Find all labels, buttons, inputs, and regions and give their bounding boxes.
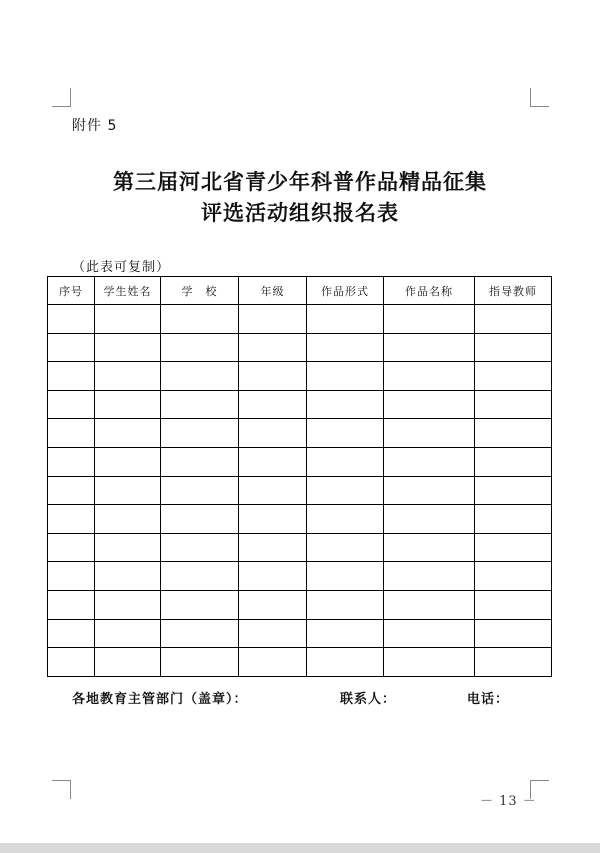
- document-title-line-1: 第三届河北省青少年科普作品精品征集: [113, 170, 487, 194]
- table-cell[interactable]: [161, 619, 239, 648]
- table-cell[interactable]: [48, 476, 95, 505]
- table-cell[interactable]: [48, 362, 95, 391]
- header-work-form: 作品形式: [307, 277, 384, 305]
- table-cell[interactable]: [475, 476, 552, 505]
- table-cell[interactable]: [48, 562, 95, 591]
- header-instructor: 指导教师: [475, 277, 552, 305]
- table-cell[interactable]: [475, 619, 552, 648]
- table-cell[interactable]: [384, 390, 475, 419]
- table-row: [48, 305, 552, 334]
- table-row: [48, 505, 552, 534]
- table-cell[interactable]: [384, 333, 475, 362]
- phone-label: 电话：: [467, 692, 510, 707]
- table-cell[interactable]: [95, 390, 161, 419]
- table-cell[interactable]: [307, 448, 384, 477]
- table-cell[interactable]: [384, 648, 475, 677]
- table-cell[interactable]: [239, 390, 307, 419]
- table-row: [48, 533, 552, 562]
- table-cell[interactable]: [161, 476, 239, 505]
- table-cell[interactable]: [48, 448, 95, 477]
- table-cell[interactable]: [239, 505, 307, 534]
- table-cell[interactable]: [307, 648, 384, 677]
- table-cell[interactable]: [161, 562, 239, 591]
- table-body: [48, 305, 552, 677]
- attachment-label: 附件 5: [72, 118, 118, 134]
- table-cell[interactable]: [475, 305, 552, 334]
- table-cell[interactable]: [307, 619, 384, 648]
- table-row: [48, 419, 552, 448]
- table-cell[interactable]: [161, 533, 239, 562]
- table-cell[interactable]: [307, 333, 384, 362]
- header-school: 学 校: [161, 277, 239, 305]
- table-cell[interactable]: [475, 591, 552, 620]
- table-cell[interactable]: [384, 305, 475, 334]
- table-cell[interactable]: [239, 362, 307, 391]
- table-cell[interactable]: [239, 591, 307, 620]
- header-serial-number: 序号: [48, 277, 95, 305]
- table-cell[interactable]: [239, 533, 307, 562]
- table-cell[interactable]: [307, 591, 384, 620]
- table-row: [48, 333, 552, 362]
- table-cell[interactable]: [384, 448, 475, 477]
- table-cell[interactable]: [161, 505, 239, 534]
- table-cell[interactable]: [307, 305, 384, 334]
- table-cell[interactable]: [95, 362, 161, 391]
- table-cell[interactable]: [95, 619, 161, 648]
- header-grade: 年级: [239, 277, 307, 305]
- table-cell[interactable]: [95, 591, 161, 620]
- table-cell[interactable]: [161, 362, 239, 391]
- table-cell[interactable]: [384, 476, 475, 505]
- table-cell[interactable]: [161, 419, 239, 448]
- table-cell[interactable]: [48, 648, 95, 677]
- table-cell[interactable]: [475, 390, 552, 419]
- table-cell[interactable]: [239, 333, 307, 362]
- table-cell[interactable]: [239, 648, 307, 677]
- table-cell[interactable]: [384, 505, 475, 534]
- crop-mark-top-left: [52, 88, 71, 107]
- table-cell[interactable]: [307, 562, 384, 591]
- table-cell[interactable]: [48, 390, 95, 419]
- table-cell[interactable]: [239, 562, 307, 591]
- table-cell[interactable]: [475, 505, 552, 534]
- crop-mark-bottom-left: [52, 780, 71, 799]
- page-bottom-edge: [0, 843, 600, 853]
- table-cell[interactable]: [307, 390, 384, 419]
- table-cell[interactable]: [239, 619, 307, 648]
- table-cell[interactable]: [48, 591, 95, 620]
- table-cell[interactable]: [95, 533, 161, 562]
- table-row: [48, 390, 552, 419]
- table-cell[interactable]: [161, 591, 239, 620]
- table-cell[interactable]: [161, 390, 239, 419]
- table-cell[interactable]: [475, 562, 552, 591]
- registration-table: [47, 276, 552, 677]
- table-cell[interactable]: [307, 505, 384, 534]
- table-cell[interactable]: [239, 448, 307, 477]
- table-cell[interactable]: [48, 505, 95, 534]
- header-student-name: 学生姓名: [95, 277, 161, 305]
- table-cell[interactable]: [475, 533, 552, 562]
- table-cell[interactable]: [48, 533, 95, 562]
- table-cell[interactable]: [48, 619, 95, 648]
- table-row: [48, 476, 552, 505]
- table-cell[interactable]: [307, 419, 384, 448]
- table-cell[interactable]: [48, 419, 95, 448]
- header-work-title: 作品名称: [384, 277, 475, 305]
- table-row: [48, 591, 552, 620]
- contact-person-label: 联系人：: [340, 692, 397, 707]
- table-row: [48, 448, 552, 477]
- table-cell[interactable]: [95, 419, 161, 448]
- page-number: － 13 －: [480, 794, 537, 809]
- copy-note: （此表可复制）: [72, 260, 171, 275]
- table-cell[interactable]: [95, 562, 161, 591]
- table-cell[interactable]: [161, 305, 239, 334]
- table-cell[interactable]: [307, 533, 384, 562]
- table-row: [48, 648, 552, 677]
- table-cell[interactable]: [95, 448, 161, 477]
- table-cell[interactable]: [384, 619, 475, 648]
- table-cell[interactable]: [384, 419, 475, 448]
- table-cell[interactable]: [475, 333, 552, 362]
- table-cell[interactable]: [475, 419, 552, 448]
- table-cell[interactable]: [48, 305, 95, 334]
- table-cell[interactable]: [95, 305, 161, 334]
- table-cell[interactable]: [95, 648, 161, 677]
- table-cell[interactable]: [239, 476, 307, 505]
- table-cell[interactable]: [384, 362, 475, 391]
- table-row: [48, 362, 552, 391]
- table-cell[interactable]: [475, 648, 552, 677]
- table-cell[interactable]: [239, 305, 307, 334]
- table-cell[interactable]: [48, 333, 95, 362]
- table-row: [48, 619, 552, 648]
- table-cell[interactable]: [161, 648, 239, 677]
- table-cell[interactable]: [384, 562, 475, 591]
- table-header-row: [48, 277, 552, 305]
- table-cell[interactable]: [95, 333, 161, 362]
- table-cell[interactable]: [307, 476, 384, 505]
- table-cell[interactable]: [161, 333, 239, 362]
- table-cell[interactable]: [239, 419, 307, 448]
- table-cell[interactable]: [475, 448, 552, 477]
- table-cell[interactable]: [475, 362, 552, 391]
- document-title-line-2: 评选活动组织报名表: [201, 201, 399, 225]
- table-cell[interactable]: [384, 591, 475, 620]
- table-cell[interactable]: [95, 476, 161, 505]
- table-cell[interactable]: [161, 448, 239, 477]
- table-row: [48, 562, 552, 591]
- table-cell[interactable]: [307, 362, 384, 391]
- crop-mark-top-right: [530, 88, 549, 107]
- table-cell[interactable]: [384, 533, 475, 562]
- table-cell[interactable]: [95, 505, 161, 534]
- department-seal-label: 各地教育主管部门（盖章）：: [72, 692, 248, 707]
